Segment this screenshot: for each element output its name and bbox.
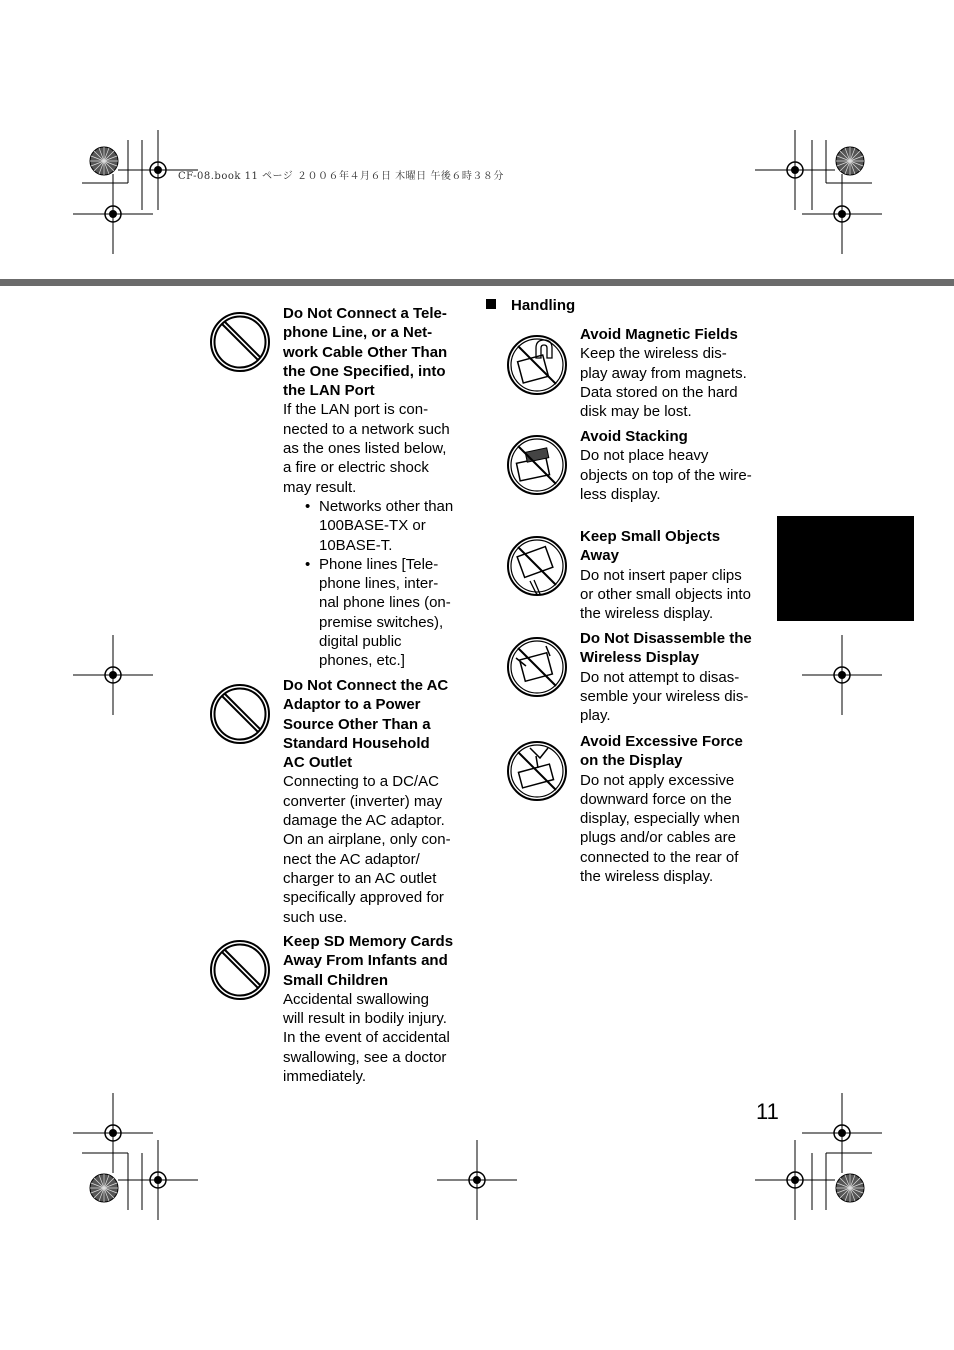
prohibition-icon bbox=[209, 939, 271, 1001]
section-heading-text: Handling bbox=[511, 297, 576, 314]
handling-body: Do not place heavy objects on top of the wire- less display. bbox=[580, 447, 752, 503]
handling-stacking bbox=[580, 427, 770, 504]
warning-title: Keep SD Memory Cards Away From Infants and Small Children bbox=[283, 933, 454, 989]
handling-title: Avoid Stacking bbox=[580, 428, 688, 445]
prohibition-icon bbox=[209, 311, 271, 373]
prohibition-icon bbox=[209, 683, 271, 745]
square-bullet-icon bbox=[486, 299, 496, 309]
top-bar bbox=[0, 279, 954, 286]
warning-ac-adaptor bbox=[283, 676, 468, 927]
handling-excessive-force bbox=[580, 732, 770, 886]
list-item: • Phone lines [Tele- phone lines, inter- nal phone lines (on- premise switches), digital public phones, etc.] bbox=[319, 555, 468, 671]
list-item: • Networks other than 100BASE-TX or 10BASE-T. bbox=[319, 497, 468, 555]
side-tab bbox=[777, 516, 914, 621]
bullet-list bbox=[283, 497, 468, 671]
warning-lan-port bbox=[283, 304, 468, 671]
handling-body: Do not apply excessive downward force on the display, especially when plugs and/or cables are connected to the rear of the wireless display. bbox=[580, 771, 740, 886]
handling-body: Keep the wireless dis- play away from magnets. Data stored on the hard disk may be lost. bbox=[580, 345, 747, 421]
warning-body: Accidental swallowing will result in bodily injury. In the event of accidental swallowing, see a doctor immediately. bbox=[283, 990, 450, 1086]
warning-body: Connecting to a DC/AC converter (inverter) may damage the AC adaptor. On an airplane, only con- nect the AC adaptor/ charger to an AC outlet specifically approved for such use. bbox=[283, 773, 451, 926]
handling-title: Avoid Magnetic Fields bbox=[580, 326, 738, 343]
no-magnet-icon bbox=[506, 334, 568, 396]
no-stacking-icon bbox=[506, 434, 568, 496]
no-excessive-force-icon bbox=[506, 740, 568, 802]
warning-sd-cards bbox=[283, 932, 468, 1086]
warning-title: Do Not Connect a Tele- phone Line, or a Net- work Cable Other Than the One Specified, into the LAN Port bbox=[283, 305, 448, 400]
handling-magnetic bbox=[580, 325, 770, 421]
handling-title: Do Not Disassemble the Wireless Display bbox=[580, 630, 752, 667]
section-heading bbox=[486, 297, 575, 314]
handling-title: Keep Small Objects Away bbox=[580, 528, 721, 565]
page-number: 11 bbox=[756, 1099, 779, 1124]
print-header: CF-08.book 11 ページ ２００６年４月６日 木曜日 午後６時３８分 bbox=[178, 171, 504, 182]
handling-disassemble bbox=[580, 629, 770, 725]
warning-title: Do Not Connect the AC Adaptor to a Power Source Other Than a Standard Household AC Outlet bbox=[283, 677, 449, 772]
handling-title: Avoid Excessive Force on the Display bbox=[580, 733, 743, 770]
warning-body: If the LAN port is con- nected to a network such as the ones listed below, a fire or electric shock may result. bbox=[283, 401, 450, 496]
handling-body: Do not attempt to disas- semble your wireless dis- play. bbox=[580, 668, 749, 725]
handling-small-objects bbox=[580, 527, 770, 623]
handling-body: Do not insert paper clips or other small objects into the wireless display. bbox=[580, 566, 751, 623]
no-small-objects-icon bbox=[506, 535, 568, 597]
no-disassemble-icon bbox=[506, 636, 568, 698]
